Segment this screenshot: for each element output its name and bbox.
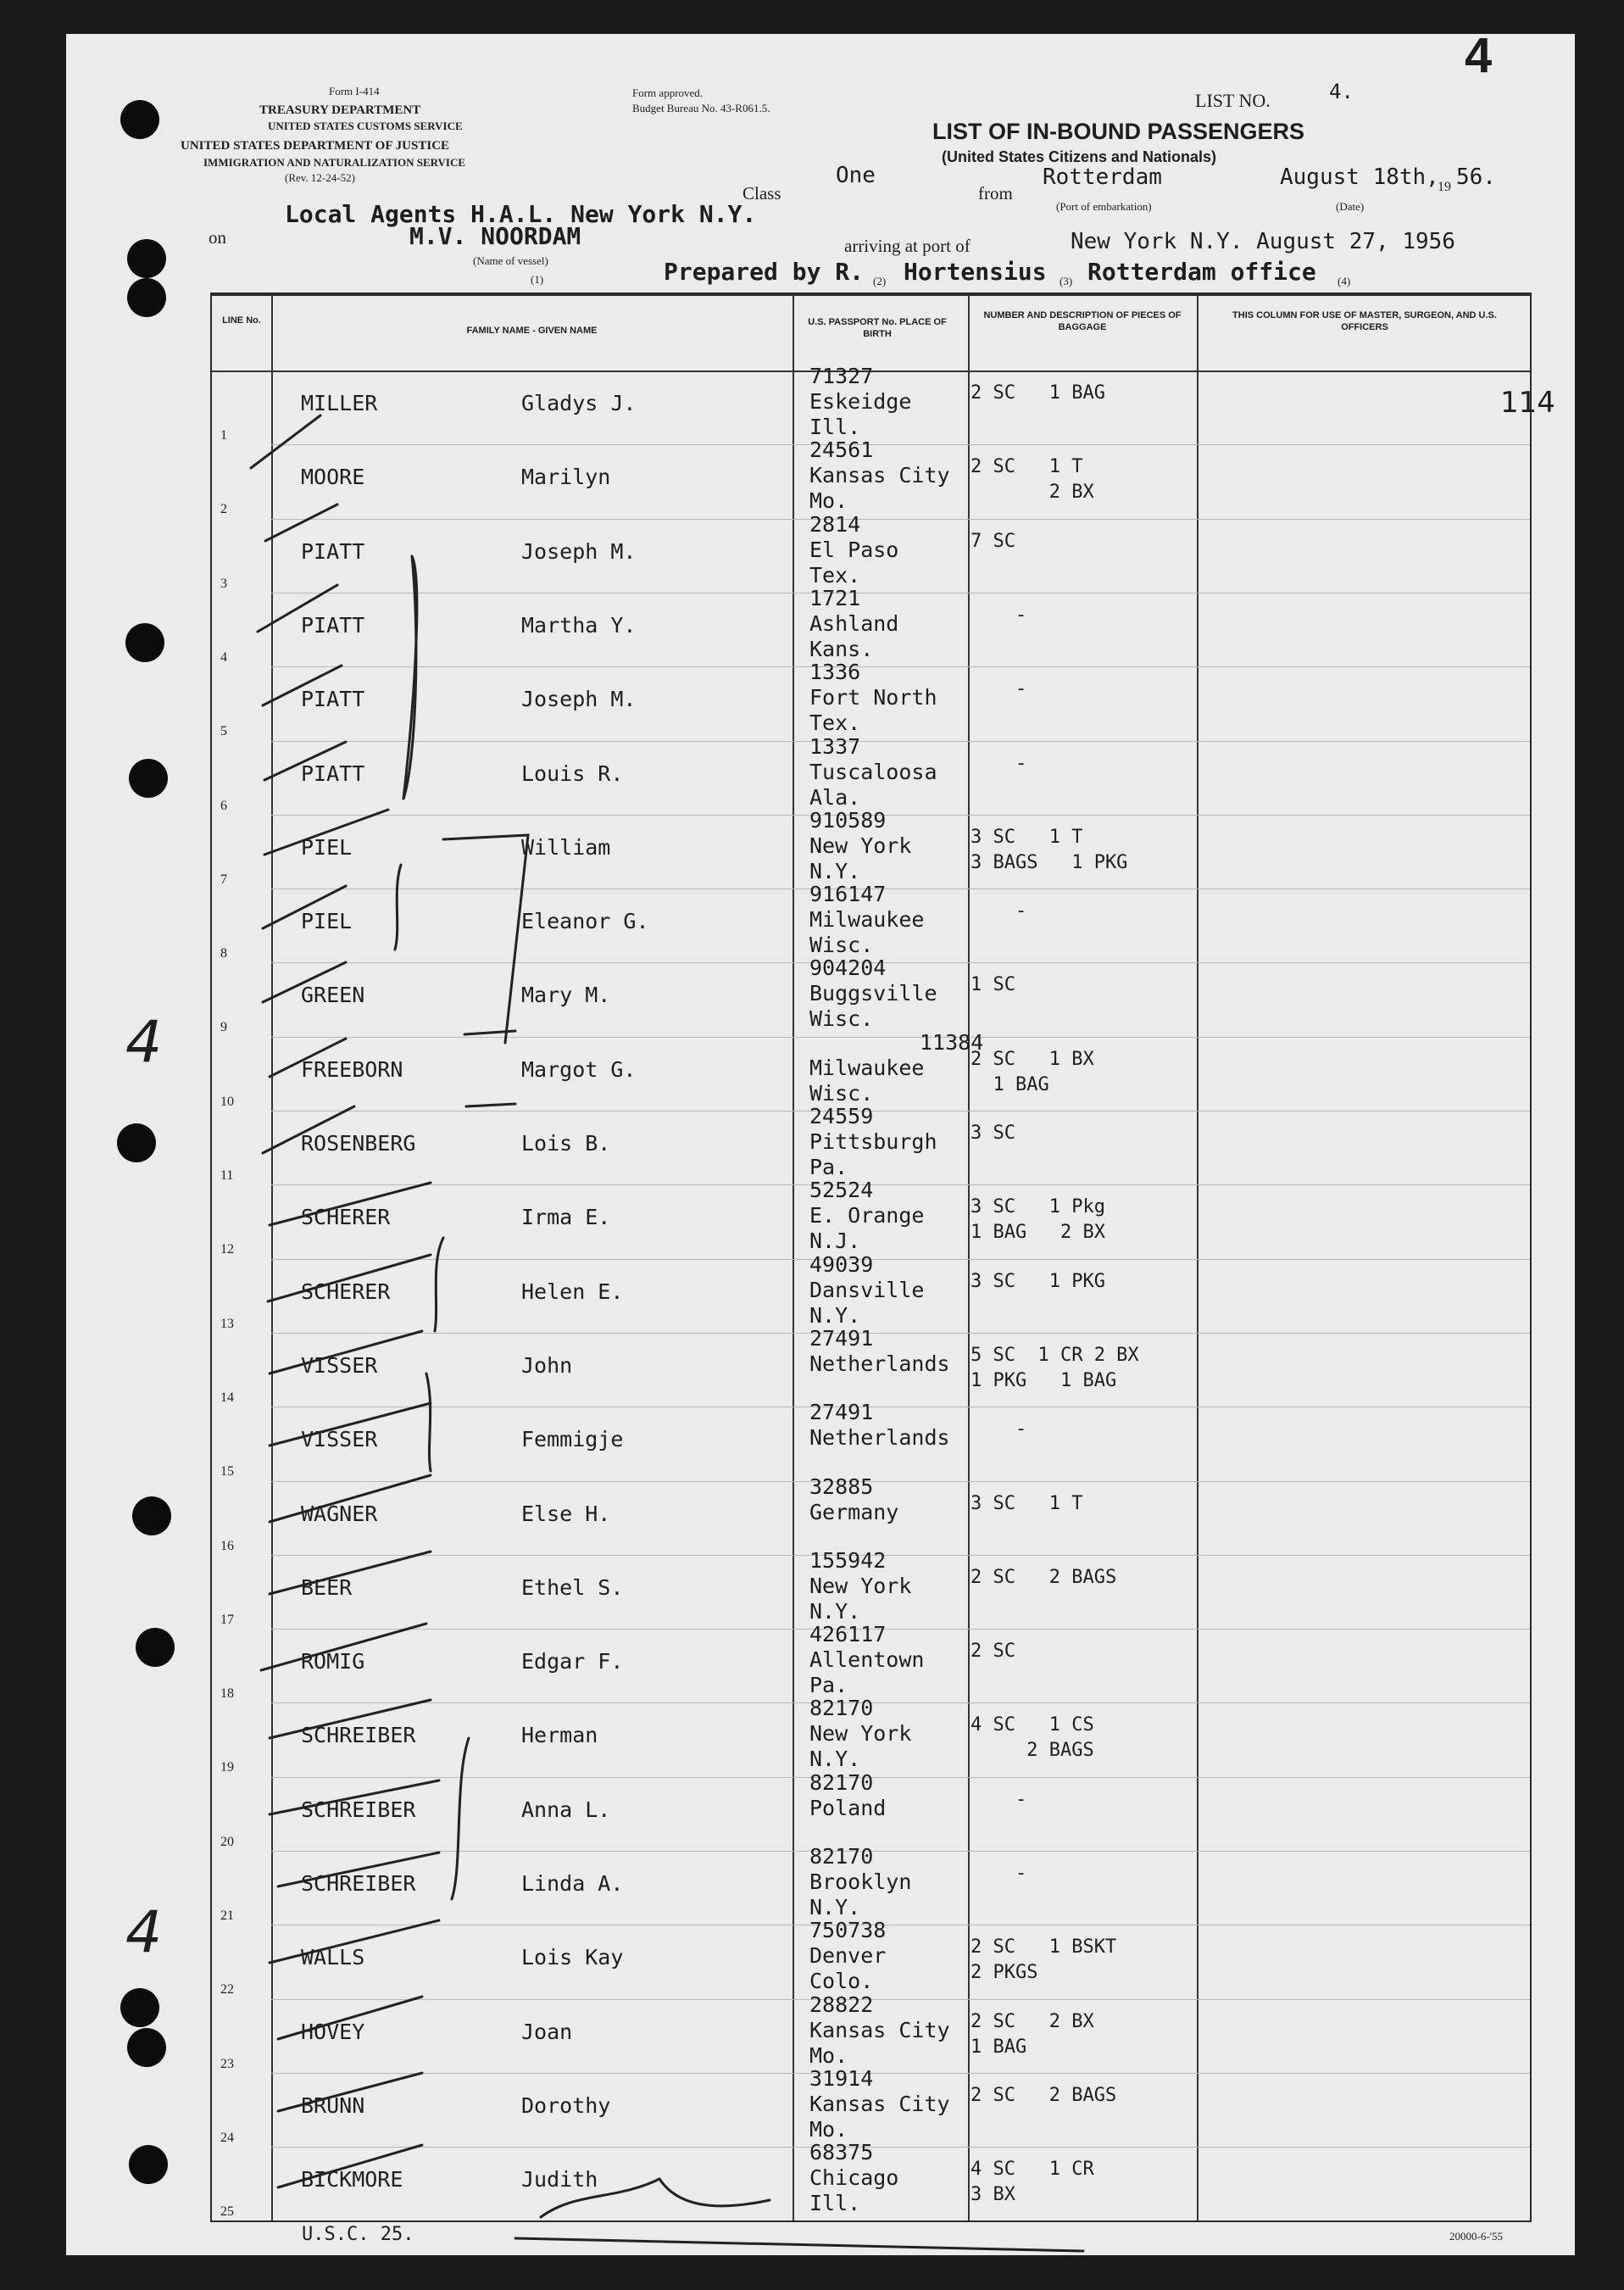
passport-number: 82170: [809, 1696, 874, 1721]
place-of-birth: Kansas City: [809, 2017, 950, 2042]
given-name: Helen E.: [521, 1279, 624, 1304]
family-name: SCHERER: [301, 1279, 391, 1304]
line-number: 13: [220, 1316, 234, 1331]
port-embarkation-note: (Port of embarkation): [1056, 200, 1152, 213]
passport-number: 11384: [920, 1029, 984, 1055]
list-no-label: LIST NO.: [1195, 90, 1271, 111]
given-name: Linda A.: [521, 1871, 624, 1896]
footer-form: U.S.C. 25.: [302, 2224, 414, 2245]
baggage-line: 2 SC 2 BAGS: [971, 2084, 1117, 2106]
list-no-value: 4.: [1329, 80, 1354, 103]
line-number: 12: [220, 1242, 234, 1257]
line-number: 7: [220, 872, 227, 887]
place-of-birth: New York: [809, 1721, 912, 1747]
passport-number: 28822: [809, 1992, 874, 2017]
family-name: PIATT: [301, 687, 365, 712]
line-number: 25: [220, 2204, 234, 2220]
col-line: LINE No.: [222, 315, 261, 326]
line-number: 21: [220, 1908, 234, 1923]
baggage-line: 2 SC 2 BX: [971, 2010, 1094, 2032]
place-of-birth: Mo.: [809, 488, 848, 514]
family-name: MOORE: [301, 465, 365, 490]
family-name: MILLER: [301, 391, 378, 415]
place-of-birth: Fort North: [809, 685, 937, 710]
passport-number: 52524: [809, 1178, 874, 1203]
place-of-birth: Ala.: [809, 784, 861, 810]
place-of-birth: Wisc.: [809, 1006, 874, 1032]
margin-mark-upper: 4: [125, 1009, 163, 1076]
baggage-line: 3 BX: [971, 2184, 1015, 2206]
passport-number: 1337: [809, 733, 861, 759]
baggage-line: -: [971, 1418, 1027, 1440]
family-name: SCHREIBER: [301, 1871, 416, 1896]
treasury-label: TREASURY DEPARTMENT: [259, 103, 421, 117]
pen-check-green: [443, 835, 528, 1043]
given-name: William: [521, 834, 611, 860]
given-name: Dorothy: [521, 2092, 611, 2118]
baggage-line: 4 SC 1 CS: [971, 1714, 1094, 1736]
passport-number: 1721: [809, 585, 861, 610]
form-number: Form I-414: [329, 85, 380, 98]
prepared-num2: (2): [873, 275, 887, 287]
baggage-line: 7 SC: [971, 530, 1015, 552]
baggage-line: 2 BAGS: [971, 1740, 1094, 1762]
family-name: ROMIG: [301, 1649, 365, 1674]
place-of-birth: Kansas City: [809, 463, 950, 488]
given-name: Herman: [521, 1723, 598, 1748]
given-name: Irma E.: [521, 1205, 611, 1230]
passport-number: 68375: [809, 2140, 874, 2165]
baggage-line: 1 BAG: [971, 1073, 1049, 1095]
baggage-line: 1 BAG 2 BX: [971, 1222, 1105, 1244]
given-name: Margot G.: [521, 1056, 637, 1082]
family-name: PIATT: [301, 761, 365, 786]
baggage-line: 2 SC: [971, 1641, 1015, 1663]
given-name: Else H.: [521, 1501, 611, 1526]
line-number: 10: [220, 1094, 234, 1109]
from-label: from: [978, 183, 1013, 203]
place-of-birth: E. Orange: [809, 1203, 925, 1229]
col-name: FAMILY NAME - GIVEN NAME: [466, 326, 598, 336]
passport-number: 24561: [809, 437, 874, 463]
place-of-birth: N.Y.: [809, 1598, 861, 1624]
family-name: HOVEY: [301, 2019, 365, 2044]
punch-hole: [120, 1988, 159, 2027]
baggage-line: 2 SC 1 T: [971, 456, 1083, 478]
place-of-birth: Eskeidge: [809, 389, 912, 414]
bracket-scherer: [435, 1238, 443, 1331]
baggage-line: 2 SC 1 BAG: [971, 382, 1105, 404]
given-name: Judith: [521, 2167, 598, 2192]
line-number: 22: [220, 1982, 234, 1997]
given-name: Lois Kay: [521, 1945, 624, 1970]
baggage-line: 3 BAGS 1 PKG: [971, 851, 1128, 873]
baggage-line: 3 SC 1 T: [971, 1492, 1083, 1514]
passport-number: 27491: [809, 1400, 874, 1425]
given-name: Joseph M.: [521, 538, 637, 564]
family-name: PIEL: [301, 834, 353, 860]
baggage-line: -: [971, 604, 1027, 626]
footer-code: 20000-6-'55: [1449, 2230, 1504, 2243]
passport-number: 910589: [809, 807, 887, 833]
baggage-line: 2 PKGS: [971, 1962, 1038, 1984]
place-of-birth: Chicago: [809, 2165, 899, 2191]
baggage-line: 1 BAG: [971, 2036, 1027, 2058]
place-of-birth: Tex.: [809, 562, 861, 588]
punch-hole: [127, 2028, 166, 2067]
line-number: 5: [220, 724, 227, 739]
immigration-label: IMMIGRATION AND NATURALIZATION SERVICE: [203, 156, 466, 169]
col-baggage: NUMBER AND DESCRIPTION OF PIECES OF BAGGAGE: [983, 310, 1182, 332]
prepared-by: Prepared by R.: [664, 258, 865, 286]
baggage-line: 3 SC 1 Pkg: [971, 1196, 1105, 1218]
given-name: Eleanor G.: [521, 909, 649, 934]
passport-number: 32885: [809, 1474, 874, 1499]
page-title: LIST OF IN-BOUND PASSENGERS: [932, 119, 1305, 144]
place-of-birth: New York: [809, 1573, 912, 1598]
local-agents: Local Agents H.A.L. New York N.Y.: [285, 200, 757, 228]
baggage-line: 1 SC: [971, 974, 1015, 996]
passport-number: 750738: [809, 1918, 887, 1943]
line-number: 24: [220, 2130, 234, 2145]
line-number: 9: [220, 1020, 227, 1035]
place-of-birth: Milwaukee: [809, 1055, 925, 1080]
punch-hole: [117, 1123, 156, 1162]
date-prefix: 19: [1438, 180, 1451, 194]
page-subtitle: (United States Citizens and Nationals): [942, 148, 1217, 165]
on-label: on: [209, 227, 226, 248]
place-of-birth: N.Y.: [809, 1302, 861, 1328]
rev-date: (Rev. 12-24-52): [285, 171, 355, 184]
line-number: 3: [220, 576, 227, 591]
passport-number: 24559: [809, 1104, 874, 1128]
place-of-birth: Wisc.: [809, 1080, 874, 1106]
family-name: BEER: [301, 1574, 353, 1600]
passport-number: 82170: [809, 1769, 874, 1795]
given-name: Edgar F.: [521, 1649, 624, 1674]
given-name: Mary M.: [521, 983, 611, 1008]
place-of-birth: El Paso: [809, 537, 899, 562]
bracket-schreiber: [452, 1738, 469, 1899]
given-name: Ethel S.: [521, 1574, 624, 1600]
family-name: SCHREIBER: [301, 1797, 416, 1822]
family-name: ROSENBERG: [301, 1131, 416, 1156]
place-of-birth: Denver: [809, 1943, 887, 1969]
prepared-num4: (4): [1338, 275, 1351, 287]
family-name: PIATT: [301, 612, 365, 638]
family-name: PIATT: [301, 538, 365, 564]
line-number: 20: [220, 1834, 234, 1849]
signature: [541, 2179, 770, 2217]
baggage-line: 1 PKG 1 BAG: [971, 1369, 1117, 1391]
baggage-line: 3 SC: [971, 1123, 1015, 1144]
baggage-line: 3 SC 1 PKG: [971, 1270, 1105, 1292]
line-number: 6: [220, 798, 227, 813]
place-of-birth: Colo.: [809, 1969, 874, 1994]
handwriting-overlay: [66, 34, 1575, 2255]
given-name: Louis R.: [521, 761, 624, 786]
place-of-birth: Netherlands: [809, 1425, 950, 1451]
family-name: SCHERER: [301, 1205, 391, 1230]
date-value: August 18th,: [1280, 164, 1439, 190]
date-year: 56.: [1456, 164, 1496, 190]
place-of-birth: Pa.: [809, 1155, 848, 1179]
line-number: 2: [220, 502, 227, 517]
given-name: Marilyn: [521, 465, 611, 490]
place-of-birth: N.J.: [809, 1229, 861, 1254]
bracket-visser: [426, 1373, 431, 1471]
passport-number: 71327: [809, 364, 874, 388]
line-number: 4: [220, 649, 227, 665]
baggage-line: 5 SC 1 CR 2 BX: [971, 1344, 1139, 1366]
place-of-birth: Kansas City: [809, 2091, 950, 2116]
place-of-birth: Allentown: [809, 1647, 925, 1673]
form-approved: Form approved.: [632, 86, 704, 99]
baggage-line: -: [971, 900, 1027, 922]
passport-number: 904204: [809, 956, 887, 981]
place-of-birth: Ashland: [809, 610, 899, 636]
baggage-line: 2 SC 1 BX: [971, 1048, 1094, 1070]
baggage-line: -: [971, 1863, 1027, 1884]
passport-number: 426117: [809, 1622, 887, 1647]
budget-bureau: Budget Bureau No. 43-R061.5.: [632, 102, 770, 114]
line-number: 1: [220, 428, 227, 443]
place-of-birth: Mo.: [809, 2116, 848, 2142]
family-name: VISSER: [301, 1427, 378, 1452]
punch-hole: [120, 100, 159, 139]
bracket-piel: [395, 865, 401, 950]
line-number: 23: [220, 2056, 234, 2071]
baggage-line: 3 SC 1 T: [971, 826, 1083, 848]
baggage-line: 2 SC 1 BSKT: [971, 1936, 1117, 1958]
punch-hole: [127, 239, 166, 278]
class-value: One: [836, 163, 876, 188]
punch-hole: [129, 2145, 168, 2184]
place-of-birth: Netherlands: [809, 1351, 950, 1376]
place-of-birth: Buggsville: [809, 981, 937, 1006]
place-of-birth: Germany: [809, 1499, 899, 1524]
baggage-line: -: [971, 678, 1027, 700]
given-name: John: [521, 1352, 573, 1378]
given-name: Lois B.: [521, 1131, 611, 1156]
line-number: 8: [220, 946, 227, 961]
baggage-line: -: [971, 752, 1027, 774]
justice-label: UNITED STATES DEPARTMENT OF JUSTICE: [181, 139, 450, 153]
place-of-birth: Dansville: [809, 1277, 925, 1302]
arrival-port-date: New York N.Y. August 27, 1956: [1071, 229, 1455, 254]
place-of-birth: Poland: [809, 1795, 887, 1820]
place-of-birth: Ill.: [809, 2191, 861, 2216]
given-name: Joan: [521, 2019, 573, 2044]
given-name: Anna L.: [521, 1797, 611, 1822]
place-of-birth: N.Y.: [809, 1895, 861, 1919]
given-name: Gladys J.: [521, 391, 637, 415]
baggage-line: 2 SC 2 BAGS: [971, 1566, 1117, 1588]
baggage-line: 2 BX: [971, 482, 1094, 504]
prepared-name: Hortensius: [904, 258, 1047, 286]
family-name: VISSER: [301, 1352, 378, 1378]
date-note: (Date): [1336, 200, 1365, 213]
passport-number: 916147: [809, 882, 887, 907]
place-of-birth: N.Y.: [809, 1747, 861, 1772]
line-number: 16: [220, 1538, 234, 1553]
punch-hole: [127, 278, 166, 317]
place-of-birth: Mo.: [809, 2042, 848, 2068]
passport-number: 49039: [809, 1251, 874, 1277]
punch-hole: [132, 1496, 171, 1535]
vessel-number: (1): [531, 273, 544, 286]
passport-number: 31914: [809, 2065, 874, 2091]
place-of-birth: Tuscaloosa: [809, 759, 937, 784]
line-number: 19: [220, 1760, 234, 1775]
place-of-birth: Kans.: [809, 636, 874, 661]
place-of-birth: Milwaukee: [809, 907, 925, 933]
family-name: PIEL: [301, 909, 353, 934]
vessel-name: M.V. NOORDAM: [409, 222, 581, 250]
given-name: Joseph M.: [521, 687, 637, 712]
place-of-birth: N.Y.: [809, 858, 861, 883]
baggage-line: -: [971, 1788, 1027, 1810]
given-name: Femmigje: [521, 1427, 624, 1452]
col-passport: U.S. PASSPORT No. PLACE OF BIRTH: [808, 317, 947, 339]
line-number: 15: [220, 1464, 234, 1479]
punch-hole: [136, 1628, 175, 1667]
line-number: 11: [220, 1168, 234, 1183]
passport-number: 1336: [809, 660, 861, 685]
given-name: Martha Y.: [521, 612, 637, 638]
place-of-birth: New York: [809, 833, 912, 858]
passport-number: 155942: [809, 1547, 887, 1573]
family-name: WAGNER: [301, 1501, 378, 1526]
from-value: Rotterdam: [1043, 164, 1162, 190]
arriving-label: arriving at port of: [844, 236, 971, 256]
prepared-num3: (3): [1059, 275, 1073, 287]
family-name: BICKMORE: [301, 2167, 403, 2192]
place-of-birth: Pa.: [809, 1673, 848, 1698]
baggage-line: 4 SC 1 CR: [971, 2159, 1094, 2181]
manifest-sheet: [66, 34, 1575, 2255]
place-of-birth: Wisc.: [809, 933, 874, 958]
class-label: Class: [742, 183, 781, 203]
page-number: 4: [1465, 34, 1493, 83]
passport-number: 2814: [809, 511, 861, 537]
margin-mark-lower: 4: [125, 1899, 163, 1966]
place-of-birth: Tex.: [809, 710, 861, 736]
family-name: WALLS: [301, 1945, 365, 1970]
family-name: SCHREIBER: [301, 1723, 416, 1748]
place-of-birth: Pittsburgh: [809, 1129, 937, 1154]
family-name: FREEBORN: [301, 1056, 403, 1082]
officer-note: 114: [1500, 386, 1555, 420]
passport-number: 82170: [809, 1844, 874, 1869]
punch-hole: [129, 759, 168, 798]
line-number: 14: [220, 1390, 234, 1405]
family-name: GREEN: [301, 983, 365, 1008]
passport-number: 27491: [809, 1325, 874, 1351]
place-of-birth: Ill.: [809, 415, 861, 439]
family-name: BRUNN: [301, 2092, 365, 2118]
line-number: 17: [220, 1612, 234, 1627]
line-number: 18: [220, 1686, 234, 1702]
vessel-note: (Name of vessel): [473, 254, 548, 267]
prepared-office: Rotterdam office: [1087, 258, 1316, 286]
col-officers: THIS COLUMN FOR USE OF MASTER, SURGEON, AND U.S. OFFICERS: [1232, 310, 1497, 332]
customs-label: UNITED STATES CUSTOMS SERVICE: [268, 120, 463, 132]
punch-hole: [125, 623, 164, 662]
place-of-birth: Brooklyn: [809, 1869, 912, 1894]
